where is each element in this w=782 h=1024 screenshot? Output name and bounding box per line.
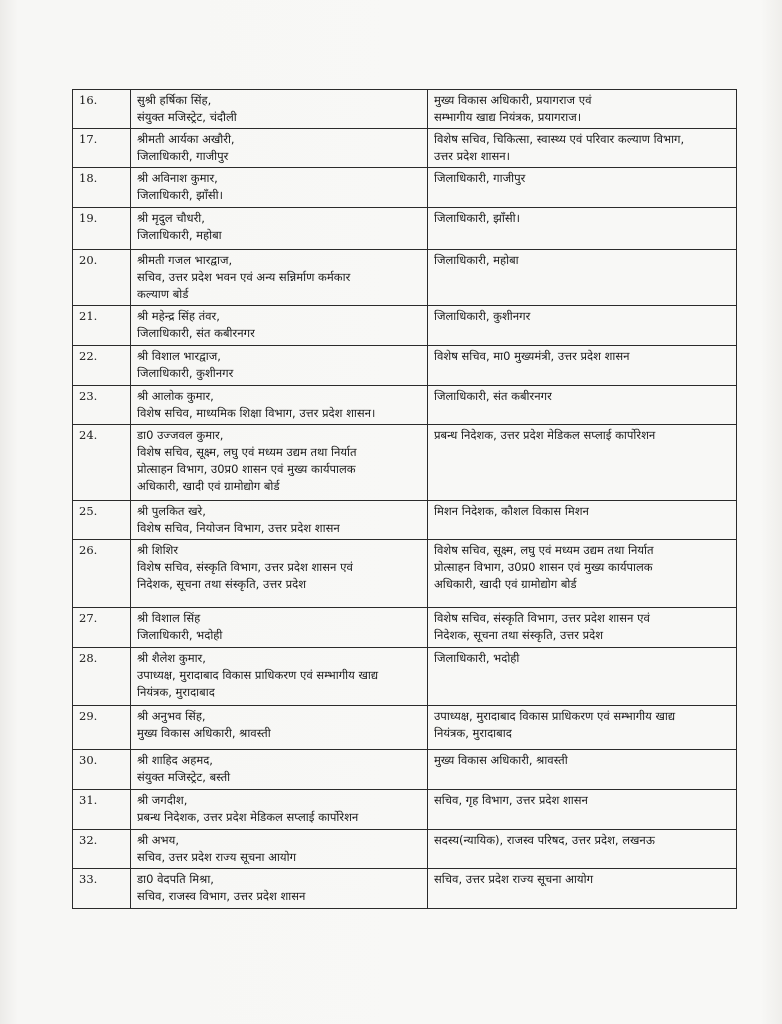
table-row <box>73 208 737 250</box>
serial-number-cell: 30. <box>73 750 131 790</box>
officer-line: जिलाधिकारी, भदोही <box>137 628 223 642</box>
officer-line: श्री जगदीश, <box>137 793 188 807</box>
table-row <box>73 168 737 208</box>
new-posting-cell <box>428 208 737 250</box>
officer-line: मुख्य विकास अधिकारी, श्रावस्ती <box>137 726 271 740</box>
new-posting-cell <box>428 501 737 540</box>
officer-name-current-post-cell <box>131 750 428 790</box>
posting-line: जिलाधिकारी, भदोही <box>434 651 520 665</box>
serial-number-cell: 32. <box>73 830 131 869</box>
serial-number-cell: 27. <box>73 608 131 648</box>
serial-number-cell: 33. <box>73 869 131 909</box>
table-row <box>73 750 737 790</box>
officer-name-current-post-cell <box>131 250 428 306</box>
posting-line: सचिव, गृह विभाग, उत्तर प्रदेश शासन <box>434 793 588 807</box>
officer-line: जिलाधिकारी, संत कबीरनगर <box>137 326 255 340</box>
new-posting-cell <box>428 706 737 750</box>
officer-name-current-post-cell <box>131 90 428 129</box>
table-row <box>73 90 737 129</box>
serial-number-cell: 18. <box>73 168 131 208</box>
transfer-table <box>72 89 737 909</box>
new-posting-cell <box>428 869 737 909</box>
serial-number-cell: 23. <box>73 386 131 425</box>
officer-line: नियंत्रक, मुरादाबाद <box>137 685 215 699</box>
posting-line: मुख्य विकास अधिकारी, प्रयागराज एवं <box>434 93 592 107</box>
table-row <box>73 648 737 706</box>
table-row <box>73 608 737 648</box>
officer-name-current-post-cell <box>131 168 428 208</box>
officer-name-current-post-cell <box>131 790 428 830</box>
table-row <box>73 306 737 346</box>
officer-line: श्री विशाल सिंह <box>137 611 201 625</box>
posting-line: जिलाधिकारी, गाजीपुर <box>434 171 526 185</box>
posting-line: नियंत्रक, मुरादाबाद <box>434 726 512 740</box>
serial-number-cell: 25. <box>73 501 131 540</box>
officer-line: जिलाधिकारी, गाजीपुर <box>137 149 229 163</box>
officer-line: विशेष सचिव, संस्कृति विभाग, उत्तर प्रदेश शासन एवं <box>137 560 353 574</box>
officer-name-current-post-cell <box>131 706 428 750</box>
officer-line: श्री अविनाश कुमार, <box>137 171 218 185</box>
officer-line: कल्याण बोर्ड <box>137 287 189 301</box>
serial-number-cell: 22. <box>73 346 131 386</box>
new-posting-cell <box>428 90 737 129</box>
posting-line: प्रोत्साहन विभाग, उ0प्र0 शासन एवं मुख्य कार्यपालक <box>434 560 653 574</box>
officer-name-current-post-cell <box>131 306 428 346</box>
officer-line: सचिव, उत्तर प्रदेश भवन एवं अन्य सन्निर्माण कर्मकार <box>137 270 351 284</box>
officer-line: विशेष सचिव, माध्यमिक शिक्षा विभाग, उत्तर प्रदेश शासन। <box>137 406 376 420</box>
new-posting-cell <box>428 129 737 168</box>
officer-line: जिलाधिकारी, झाँसी। <box>137 188 223 202</box>
new-posting-cell <box>428 830 737 869</box>
officer-line: श्री शैलेश कुमार, <box>137 651 206 665</box>
officer-name-current-post-cell <box>131 869 428 909</box>
posting-line: प्रबन्ध निदेशक, उत्तर प्रदेश मेडिकल सप्लाई कार्पोरेशन <box>434 428 656 442</box>
officer-line: श्रीमती आर्यका अखौरी, <box>137 132 235 146</box>
table-row <box>73 706 737 750</box>
officer-name-current-post-cell <box>131 208 428 250</box>
officer-name-current-post-cell <box>131 830 428 869</box>
officer-line: डा0 वेदपति मिश्रा, <box>137 872 214 886</box>
posting-line: मिशन निदेशक, कौशल विकास मिशन <box>434 504 589 518</box>
serial-number-cell: 31. <box>73 790 131 830</box>
posting-line: विशेष सचिव, चिकित्सा, स्वास्थ्य एवं परिवार कल्याण विभाग, <box>434 132 685 146</box>
serial-number-cell: 16. <box>73 90 131 129</box>
serial-number-cell: 24. <box>73 425 131 501</box>
officer-line: श्री शाहिद अहमद, <box>137 753 213 767</box>
new-posting-cell <box>428 425 737 501</box>
table-row <box>73 425 737 501</box>
posting-line: जिलाधिकारी, झाँसी। <box>434 211 520 225</box>
serial-number-cell: 26. <box>73 540 131 608</box>
officer-line: श्रीमती गजल भारद्वाज, <box>137 253 233 267</box>
posting-line: सदस्य(न्यायिक), राजस्व परिषद, उत्तर प्रदेश, लखनऊ <box>434 833 655 847</box>
serial-number-cell: 28. <box>73 648 131 706</box>
table-row <box>73 830 737 869</box>
officer-line: संयुक्त मजिस्ट्रेट, चंदौली <box>137 110 237 124</box>
officer-line: सुश्री हर्षिका सिंह, <box>137 93 212 107</box>
posting-line: जिलाधिकारी, कुशीनगर <box>434 309 531 323</box>
posting-line: जिलाधिकारी, संत कबीरनगर <box>434 389 552 403</box>
officer-line: श्री विशाल भारद्वाज, <box>137 349 221 363</box>
officer-name-current-post-cell <box>131 540 428 608</box>
serial-number-cell: 20. <box>73 250 131 306</box>
posting-line: उत्तर प्रदेश शासन। <box>434 149 511 163</box>
new-posting-cell <box>428 168 737 208</box>
officer-name-current-post-cell <box>131 425 428 501</box>
serial-number-cell: 21. <box>73 306 131 346</box>
new-posting-cell <box>428 306 737 346</box>
officer-line: श्री आलोक कुमार, <box>137 389 214 403</box>
officer-line: उपाध्यक्ष, मुरादाबाद विकास प्राधिकरण एवं सम्भागीय खाद्य <box>137 668 379 682</box>
officer-name-current-post-cell <box>131 608 428 648</box>
new-posting-cell <box>428 608 737 648</box>
officer-line: प्रोत्साहन विभाग, उ0प्र0 शासन एवं मुख्य कार्यपालक <box>137 462 356 476</box>
serial-number-cell: 17. <box>73 129 131 168</box>
new-posting-cell <box>428 386 737 425</box>
posting-line: सचिव, उत्तर प्रदेश राज्य सूचना आयोग <box>434 872 594 886</box>
new-posting-cell <box>428 750 737 790</box>
officer-line: श्री शिशिर <box>137 543 179 557</box>
officer-line: अधिकारी, खादी एवं ग्रामोद्योग बोर्ड <box>137 479 280 493</box>
officer-line: प्रबन्ध निदेशक, उत्तर प्रदेश मेडिकल सप्लाई कार्पोरेशन <box>137 810 359 824</box>
posting-line: विशेष सचिव, संस्कृति विभाग, उत्तर प्रदेश शासन एवं <box>434 611 650 625</box>
officer-name-current-post-cell <box>131 129 428 168</box>
table-row <box>73 250 737 306</box>
table-row <box>73 386 737 425</box>
officer-name-current-post-cell <box>131 501 428 540</box>
new-posting-cell <box>428 790 737 830</box>
table-row <box>73 346 737 386</box>
officer-line: सचिव, राजस्व विभाग, उत्तर प्रदेश शासन <box>137 889 306 903</box>
officer-line: संयुक्त मजिस्ट्रेट, बस्ती <box>137 770 231 784</box>
officer-line: विशेष सचिव, सूक्ष्म, लघु एवं मध्यम उद्यम तथा निर्यात <box>137 445 357 459</box>
officer-name-current-post-cell <box>131 386 428 425</box>
posting-line: विशेष सचिव, सूक्ष्म, लघु एवं मध्यम उद्यम तथा निर्यात <box>434 543 654 557</box>
posting-line: अधिकारी, खादी एवं ग्रामोद्योग बोर्ड <box>434 577 577 591</box>
table-row <box>73 540 737 608</box>
posting-line: सम्भागीय खाद्य नियंत्रक, प्रयागराज। <box>434 110 582 124</box>
officer-line: श्री अनुभव सिंह, <box>137 709 206 723</box>
posting-line: उपाध्यक्ष, मुरादाबाद विकास प्राधिकरण एवं सम्भागीय खाद्य <box>434 709 676 723</box>
officer-line: श्री मृदुल चौधरी, <box>137 211 205 225</box>
serial-number-cell: 19. <box>73 208 131 250</box>
officer-line: निदेशक, सूचना तथा संस्कृति, उत्तर प्रदेश <box>137 577 307 591</box>
new-posting-cell <box>428 250 737 306</box>
serial-number-cell: 29. <box>73 706 131 750</box>
table-row <box>73 501 737 540</box>
posting-line: जिलाधिकारी, महोबा <box>434 253 519 267</box>
officer-line: श्री पुलकित खरे, <box>137 504 206 518</box>
new-posting-cell <box>428 346 737 386</box>
table-row <box>73 790 737 830</box>
officer-line: श्री अभय, <box>137 833 179 847</box>
officer-name-current-post-cell <box>131 648 428 706</box>
officer-line: श्री महेन्द्र सिंह तंवर, <box>137 309 220 323</box>
table-row <box>73 129 737 168</box>
officer-line: विशेष सचिव, नियोजन विभाग, उत्तर प्रदेश शासन <box>137 521 340 535</box>
officer-line: जिलाधिकारी, महोबा <box>137 228 222 242</box>
table-body <box>73 90 737 909</box>
officer-line: जिलाधिकारी, कुशीनगर <box>137 366 234 380</box>
new-posting-cell <box>428 540 737 608</box>
table-row <box>73 869 737 909</box>
posting-line: निदेशक, सूचना तथा संस्कृति, उत्तर प्रदेश <box>434 628 604 642</box>
posting-line: मुख्य विकास अधिकारी, श्रावस्ती <box>434 753 568 767</box>
officer-line: डा0 उज्जवल कुमार, <box>137 428 224 442</box>
new-posting-cell <box>428 648 737 706</box>
officer-name-current-post-cell <box>131 346 428 386</box>
posting-line: विशेष सचिव, मा0 मुख्यमंत्री, उत्तर प्रदेश शासन <box>434 349 630 363</box>
officer-line: सचिव, उत्तर प्रदेश राज्य सूचना आयोग <box>137 850 297 864</box>
